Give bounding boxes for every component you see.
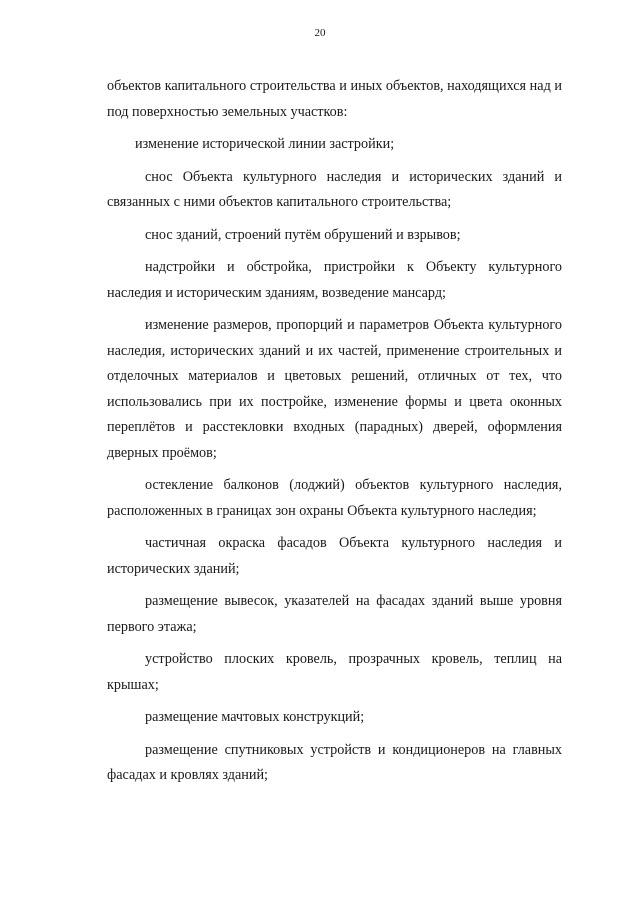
paragraph: остекление балконов (лоджий) объектов культурного наследия, расположенных в границах зон охраны Объекта культурного наследия; bbox=[107, 477, 562, 519]
paragraph: изменение исторической линии застройки; bbox=[135, 136, 395, 152]
paragraph: снос зданий, строений путём обрушений и взрывов; bbox=[145, 226, 461, 243]
body-text bbox=[107, 74, 562, 796]
page-number: 20 bbox=[314, 27, 326, 39]
paragraph: снос Объекта культурного наследия и исторических зданий и связанных с ними объектов капитального строительства; bbox=[107, 168, 562, 210]
paragraph: размещение мачтовых конструкций; bbox=[145, 709, 365, 725]
paragraph: объектов капитального строительства и иных объектов, находящихся над и под поверхностью земельных участков: bbox=[107, 78, 562, 120]
paragraph: изменение размеров, пропорций и параметров Объекта культурного наследия, исторических зданий и их частей, применение строительных и отделочных материалов и цветовых решений, отличных от тех, что использовались при их постройке, изменение формы и цвета оконных переплётов и расстекловки входных (парадных) дверей, оформления дверных проёмов; bbox=[107, 317, 562, 461]
paragraph: размещение спутниковых устройств и кондиционеров на главных фасадах и кровлях зданий; bbox=[107, 741, 562, 783]
paragraph: надстройки и обстройка, пристройки к Объекту культурного наследия и историческим зданиям, возведение мансард; bbox=[107, 259, 562, 301]
paragraph: устройство плоских кровель, прозрачных кровель, теплиц на крышах; bbox=[107, 651, 562, 693]
paragraph: частичная окраска фасадов Объекта культурного наследия и исторических зданий; bbox=[107, 535, 562, 577]
paragraph: размещение вывесок, указателей на фасадах зданий выше уровня первого этажа; bbox=[107, 593, 562, 635]
